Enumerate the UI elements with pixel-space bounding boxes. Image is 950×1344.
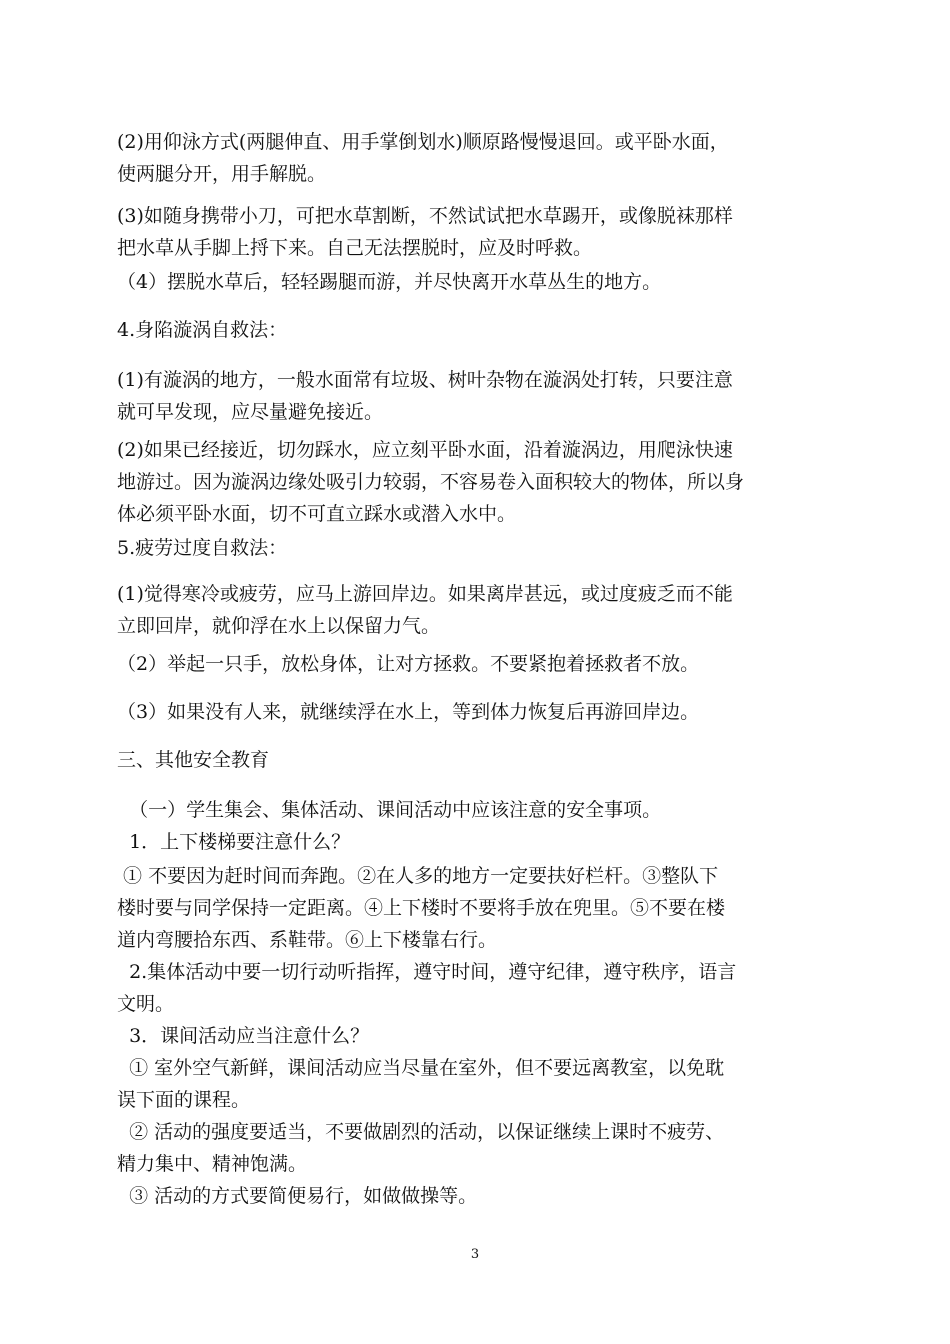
text-line: ① 不要因为赶时间而奔跑。②在人多的地方一定要扶好栏杆。③整队下 [117,865,719,887]
text-line: （4）摆脱水草后，轻轻踢腿而游，并尽快离开水草丛生的地方。 [117,271,662,293]
paragraph [117,648,829,680]
paragraph [117,1180,829,1212]
text-line: 3．课间活动应当注意什么？ [117,1025,370,1047]
text-line: （一）学生集会、集体活动、课间活动中应该注意的安全事项。 [117,799,662,821]
text-line: 体必须平卧水面，切不可直立踩水或潜入水中。 [117,503,517,525]
text-line: 立即回岸，就仰浮在水上以保留力气。 [117,615,441,637]
question-heading [117,1020,829,1052]
text-line: (2)用仰泳方式(两腿伸直、用手掌倒划水)顺原路慢慢退回。或平卧水面， [117,131,729,153]
text-line: （2）举起一只手，放松身体，让对方拯救。不要紧抱着拯救者不放。 [117,653,700,675]
paragraph [117,1116,829,1180]
text-line: ① 室外空气新鲜，课间活动应当尽量在室外，但不要远离教室，以免耽 [117,1057,725,1079]
paragraph [117,364,829,428]
question-heading [117,826,829,858]
text-line: 楼时要与同学保持一定距离。④上下楼时不要将手放在兜里。⑤不要在楼 [117,897,726,919]
paragraph [117,696,829,728]
paragraph [117,434,829,530]
subsection-heading [117,794,829,826]
text-line: （3）如果没有人来，就继续浮在水上，等到体力恢复后再游回岸边。 [117,701,700,723]
text-line: 1．上下楼梯要注意什么？ [117,831,351,853]
page-number: 3 [470,1247,480,1262]
text-line: 误下面的课程。 [117,1089,251,1111]
text-line: 精力集中、精神饱满。 [117,1153,308,1175]
text-line: 5.疲劳过度自救法： [117,537,288,559]
text-line: ② 活动的强度要适当，不要做剧烈的活动，以保证继续上课时不疲劳、 [117,1121,725,1143]
paragraph [117,266,829,298]
section-heading [117,314,829,346]
paragraph [117,956,829,1020]
text-line: (1)觉得寒冷或疲劳，应马上游回岸边。如果离岸甚远，或过度疲乏而不能 [117,583,733,605]
section-heading [117,744,829,776]
paragraph [117,860,829,956]
text-line: 4.身陷漩涡自救法： [117,319,288,341]
text-line: 三、其他安全教育 [117,749,270,771]
text-line: (2)如果已经接近，切勿踩水，应立刻平卧水面，沿着漩涡边，用爬泳快速 [117,439,733,461]
text-line: 使两腿分开，用手解脱。 [117,163,327,185]
paragraph [117,200,829,264]
text-line: 地游过。因为漩涡边缘处吸引力较弱，不容易卷入面积较大的物体，所以身 [117,471,745,493]
text-line: 2.集体活动中要一切行动听指挥，遵守时间，遵守纪律，遵守秩序，语言 [117,961,737,983]
paragraph [117,578,829,642]
text-line: 文明。 [117,993,175,1015]
text-line: (1)有漩涡的地方，一般水面常有垃圾、树叶杂物在漩涡处打转，只要注意 [117,369,733,391]
text-line: 就可早发现，应尽量避免接近。 [117,401,384,423]
text-line: (3)如随身携带小刀，可把水草割断，不然试试把水草踢开，或像脱袜那样 [117,205,733,227]
paragraph [117,1052,829,1116]
paragraph [117,126,829,190]
section-heading [117,532,829,564]
text-line: 道内弯腰拾东西、系鞋带。⑥上下楼靠右行。 [117,929,498,951]
text-line: ③ 活动的方式要简便易行，如做做操等。 [117,1185,478,1207]
text-line: 把水草从手脚上捋下来。自己无法摆脱时，应及时呼救。 [117,237,593,259]
